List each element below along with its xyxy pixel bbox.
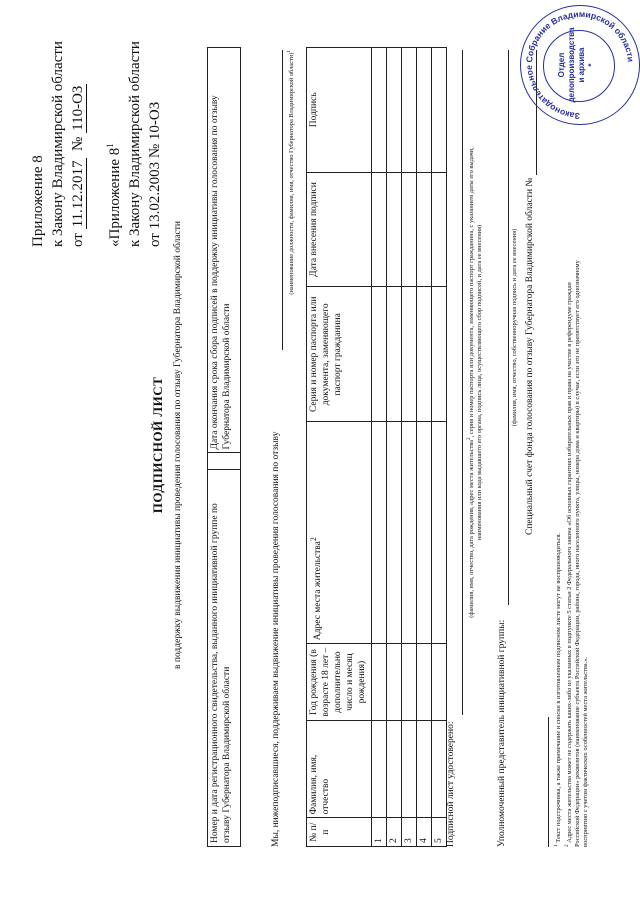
page-subtitle: в поддержку выдвижения инициативы проведения голосования по отзыву Губернатора Владимирской области: [173, 221, 183, 669]
table-row[interactable]: 4: [417, 48, 432, 847]
registration-table: [207, 47, 241, 847]
appendix2-label: «Приложение $8^1$: [105, 143, 123, 247]
footnote-2: $^2$ Адрес места жительства может не содержать каких-либо из указанных в подпункте 5 статьи 2 Федерального закона «Об основных гарантиях избирательных прав и права на участие в референдуме граждан: [564, 282, 574, 847]
account-label: Специальный счет фонда голосования по отзыву Губернатора Владимирской области №: [525, 177, 535, 535]
col-date: Дата внесения подписи: [307, 172, 372, 287]
certified-caption: (фамилия, имя, отчество, дата рождения, адрес места жительства$^2$, серия и номер паспорта или документа, заменяющего паспорт гражданина, с указанием даты его выдачи, наименования или кода выдавшего его органа, подпись лица, осуществляющего сбор подписей, и дата ее внесения): [466, 147, 484, 618]
footnote-2-cont: Российской Федерации» реквизитов (наименование субъекта Российской Федерации, района, города, иного населенного пункта, улицы, номера дома и квартиры) в случае, если это не препятствует его однозначному: [574, 260, 582, 847]
col-signature: Подпись: [307, 48, 372, 173]
authorized-caption: (фамилия, имя, отчество, собственноручная подпись и дата ее внесения): [511, 228, 518, 427]
col-number: № п/п: [307, 818, 372, 847]
table-row[interactable]: 1: [372, 48, 387, 847]
office-stamp: [520, 5, 640, 125]
table-row[interactable]: 3: [402, 48, 417, 847]
footnote-2-end: восприятию с учетом фактических особенностей места жительства.».: [582, 656, 590, 847]
col-birth-year: Год рождения (в возрасте 18 лет – дополнительно число и месяц рождения): [307, 644, 372, 721]
table-row[interactable]: 5: [432, 48, 447, 847]
law2-label: к Закону Владимирской области: [127, 41, 143, 247]
deadline-cell: Дата окончания срока сбора подписей в поддержку инициативы голосования по отзыву Губернатора Владимирской области: [208, 48, 241, 453]
we-caption: (наименование должности, фамилия, имя, отчество Губернатора Владимирской области)$^1$: [286, 50, 296, 295]
certified-label: Подписной лист удостоверено:: [446, 721, 456, 847]
col-address: Адрес места жительства$^2$: [307, 422, 372, 644]
authorized-label: Уполномоченный представитель инициативной группы:: [497, 619, 507, 847]
law-date-line: от 11.12.2017 № 110-ОЗ: [70, 85, 86, 247]
law2-date: от 13.02.2003 № 10-ОЗ: [147, 101, 163, 247]
col-name: Фамилия, имя, отчество: [307, 720, 372, 817]
law-number: 110-ОЗ: [70, 85, 86, 131]
col-passport: Серия и номер паспорта или документа, заменяющего паспорт гражданина: [307, 287, 372, 422]
appendix-label: Приложение 8: [30, 155, 46, 247]
star-icon: *: [587, 63, 596, 67]
appendix-header: [28, 41, 165, 247]
table-row[interactable]: 2: [387, 48, 402, 847]
footnote-1: $^1$ Текст подстрочника, а также примечание и сноски в изготовленном подписном листе могут не воспроизводиться.: [553, 532, 563, 847]
law-date: 11.12.2017: [70, 160, 86, 228]
page-title: ПОДПИСНОЙ ЛИСТ: [150, 376, 165, 514]
signature-table-header: [307, 48, 372, 847]
law-label: к Закону Владимирской области: [50, 41, 66, 247]
stamp-center-text: Отдел делопроизводства и архива *: [557, 27, 596, 103]
footnotes: [552, 47, 590, 847]
svg-text:Законодательное Собрание Влади: Законодательное Собрание Владимирской области: [523, 8, 636, 122]
registration-cell: Номер и дата регистрационного свидетельства, выданного инициативной группе по отзыву Губернатора Владимирской области: [208, 470, 241, 847]
we-text: Мы, нижеподписавшиеся, поддерживаем выдвижение инициативы проведения голосования по отзыву: [271, 431, 281, 847]
signature-table: [306, 47, 447, 847]
